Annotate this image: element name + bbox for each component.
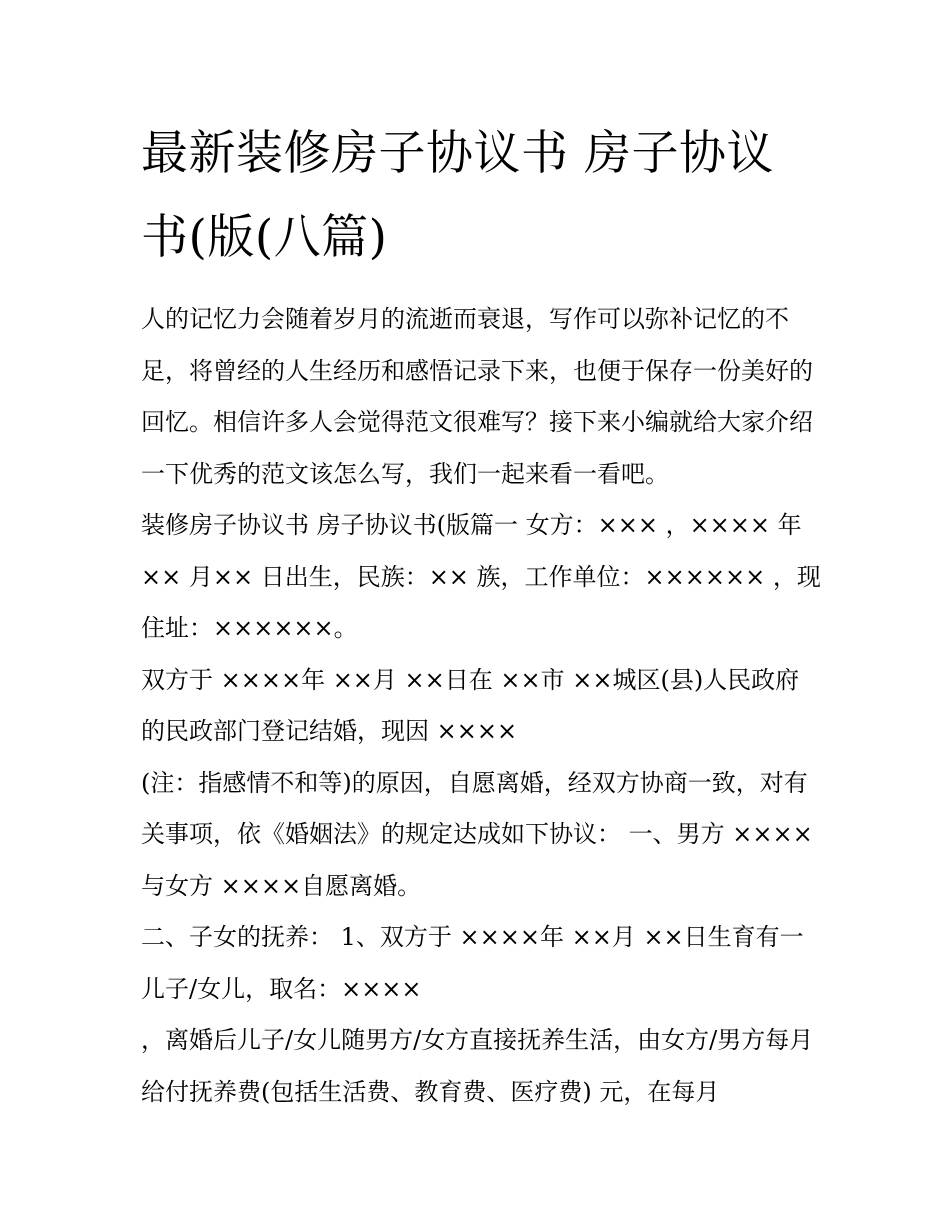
child-support-paragraph: ，离婚后儿子/女儿随男方/女方直接抚养生活，由女方/男方每月给付抚养费(包括生活费、教育费、医疗费) 元，在每月 [141, 1026, 814, 1106]
divorce-agreement-paragraph: (注：指感情不和等)的原因，自愿离婚，经双方协商一致，对有关事项，依《婚姻法》的规定达成如下协议： 一、男方 ××××与女方 ××××自愿离婚。 [141, 768, 813, 900]
marriage-registration-paragraph: 双方于 ××××年 ××月 ××日在 ××市 ××城区(县)人民政府的民政部门登记结婚，现因 ×××× [141, 665, 800, 745]
document-title: 最新装修房子协议书 房子协议书(版(八篇) [141, 126, 774, 265]
document-body [141, 294, 821, 1118]
child-custody-paragraph: 二、子女的抚养： 1、双方于 ××××年 ××月 ××日生育有一儿子/女儿，取名：×××× [141, 923, 804, 1003]
intro-paragraph: 人的记忆力会随着岁月的流逝而衰退，写作可以弥补记忆的不足，将曾经的人生经历和感悟记录下来，也便于保存一份美好的回忆。相信许多人会觉得范文很难写？接下来小编就给大家介绍一下优秀的范文该怎么写，我们一起来看一看吧。 [141, 305, 813, 488]
section-one-paragraph: 装修房子协议书 房子协议书(版篇一 女方：××× ，×××× 年×× 月×× 日出生，民族：×× 族，工作单位：×××××× ，现住址：××××××。 [141, 511, 821, 642]
document-page [141, 112, 821, 1118]
